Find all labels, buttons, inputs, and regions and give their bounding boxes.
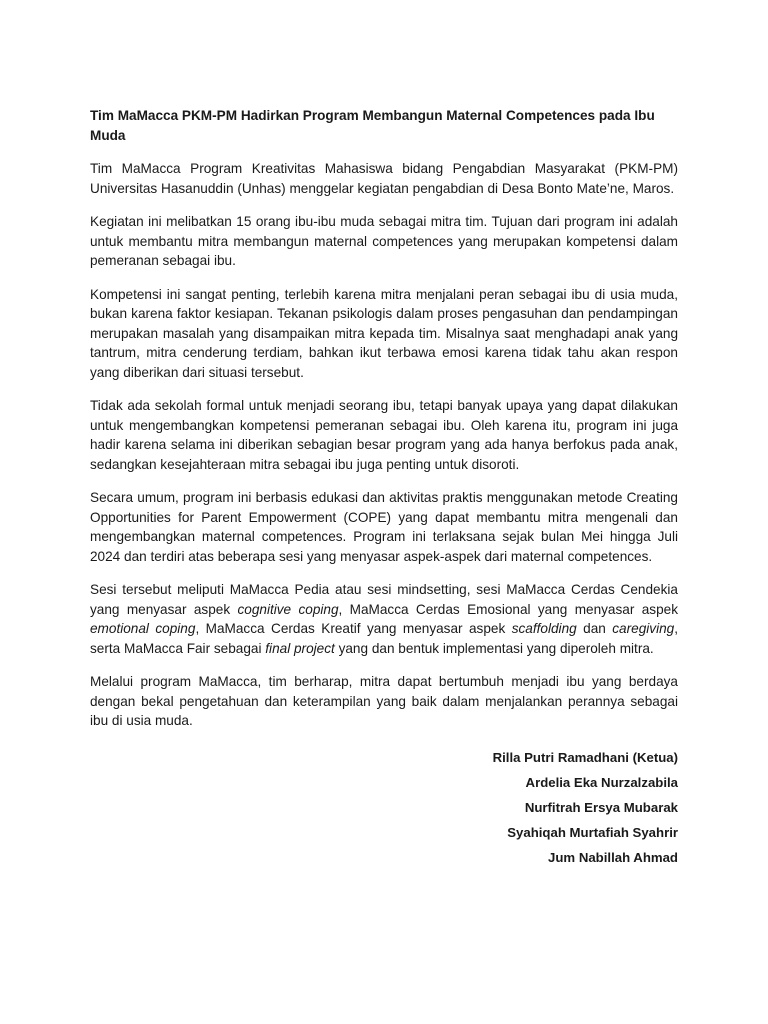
author-name: Syahiqah Murtafiah Syahrir [507, 824, 678, 840]
author-name: Ardelia Eka Nurzalzabila [525, 774, 678, 790]
paragraph-6-italic-4: caregiving [612, 621, 675, 636]
paragraph-2: Kegiatan ini melibatkan 15 orang ibu-ibu muda sebagai mitra tim. Tujuan dari program ini adalah untuk membantu mitra membangun maternal competences yang merupakan kompetensi dalam pemeranan sebagai ibu. [90, 214, 678, 268]
paragraph-6-text-1: Sesi tersebut meliputi MaMacca Pedia atau sesi mindsetting, sesi MaMacca Cerdas Cendekia yang menyasar aspek [90, 582, 678, 617]
paragraph-3: Kompetensi ini sangat penting, terlebih karena mitra menjalani peran sebagai ibu di usia muda, bukan karena faktor kesiapan. Tekanan psikologis dalam proses pengasuhan dan pendampingan merupakan masalah yang disampaikan mitra kepada tim. Misalnya saat menghadapi anak yang tantrum, mitra cenderung terdiam, bahkan ikut terbawa emosi karena tidak tahu akan respon yang diberikan dari situasi tersebut. [90, 286, 678, 380]
paragraph-6-italic-1: cognitive coping [237, 601, 339, 617]
paragraph-6-italic-2: emotional coping [90, 621, 196, 636]
author-name: Nurfitrah Ersya Mubarak [524, 799, 678, 815]
paragraph-6-text-4: dan [576, 621, 613, 636]
document-page [90, 106, 678, 870]
paragraph-6-italic-3: scaffolding [511, 621, 577, 636]
paragraph-7: Melalui program MaMacca, tim berharap, mitra dapat bertumbuh menjadi ibu yang berdaya dengan bekal pengetahuan dan keterampilan yang baik dalam menjalankan perannya sebagai ibu di usia muda. [90, 674, 678, 728]
author-name: Jum Nabillah Ahmad [548, 849, 678, 865]
paragraph-6-text-3: , MaMacca Cerdas Kreatif yang menyasar aspek [195, 621, 512, 636]
paragraph-6 [90, 580, 678, 658]
author-list [90, 745, 678, 870]
paragraph-6-text-2: , MaMacca Cerdas Emosional yang menyasar aspek [338, 601, 678, 617]
author-name: Rilla Putri Ramadhani (Ketua) [492, 749, 678, 765]
paragraph-4: Tidak ada sekolah formal untuk menjadi seorang ibu, tetapi banyak upaya yang dapat dilakukan untuk mengembangkan kompetensi pemeranan sebagai ibu. Oleh karena itu, program ini juga hadir karena selama ini diberikan sebagian besar program yang ada hanya berfokus pada anak, sedangkan kesejahteraan mitra sebagai ibu juga penting untuk disoroti. [90, 398, 678, 472]
paragraph-6-text-6: yang dan bentuk implementasi yang diperoleh mitra. [334, 640, 654, 656]
paragraph-1: Tim MaMacca Program Kreativitas Mahasiswa bidang Pengabdian Masyarakat (PKM-PM) Universitas Hasanuddin (Unhas) menggelar kegiatan pengabdian di Desa Bonto Mate’ne, Maros. [90, 161, 678, 196]
paragraph-6-text-5: , serta MaMacca Fair sebagai [90, 621, 678, 656]
paragraph-5: Secara umum, program ini berbasis edukasi dan aktivitas praktis menggunakan metode Creating Opportunities for Parent Empowerment (COPE) yang dapat membantu mitra mengenali dan mengembangkan maternal competences. Program ini terlaksana sejak bulan Mei hingga Juli 2024 dan terdiri atas beberapa sesi yang menyasar aspek-aspek dari maternal competences. [90, 490, 678, 564]
article-title: Tim MaMacca PKM-PM Hadirkan Program Membangun Maternal Competences pada Ibu Muda [90, 108, 655, 143]
paragraph-6-italic-5: final project [265, 640, 335, 656]
